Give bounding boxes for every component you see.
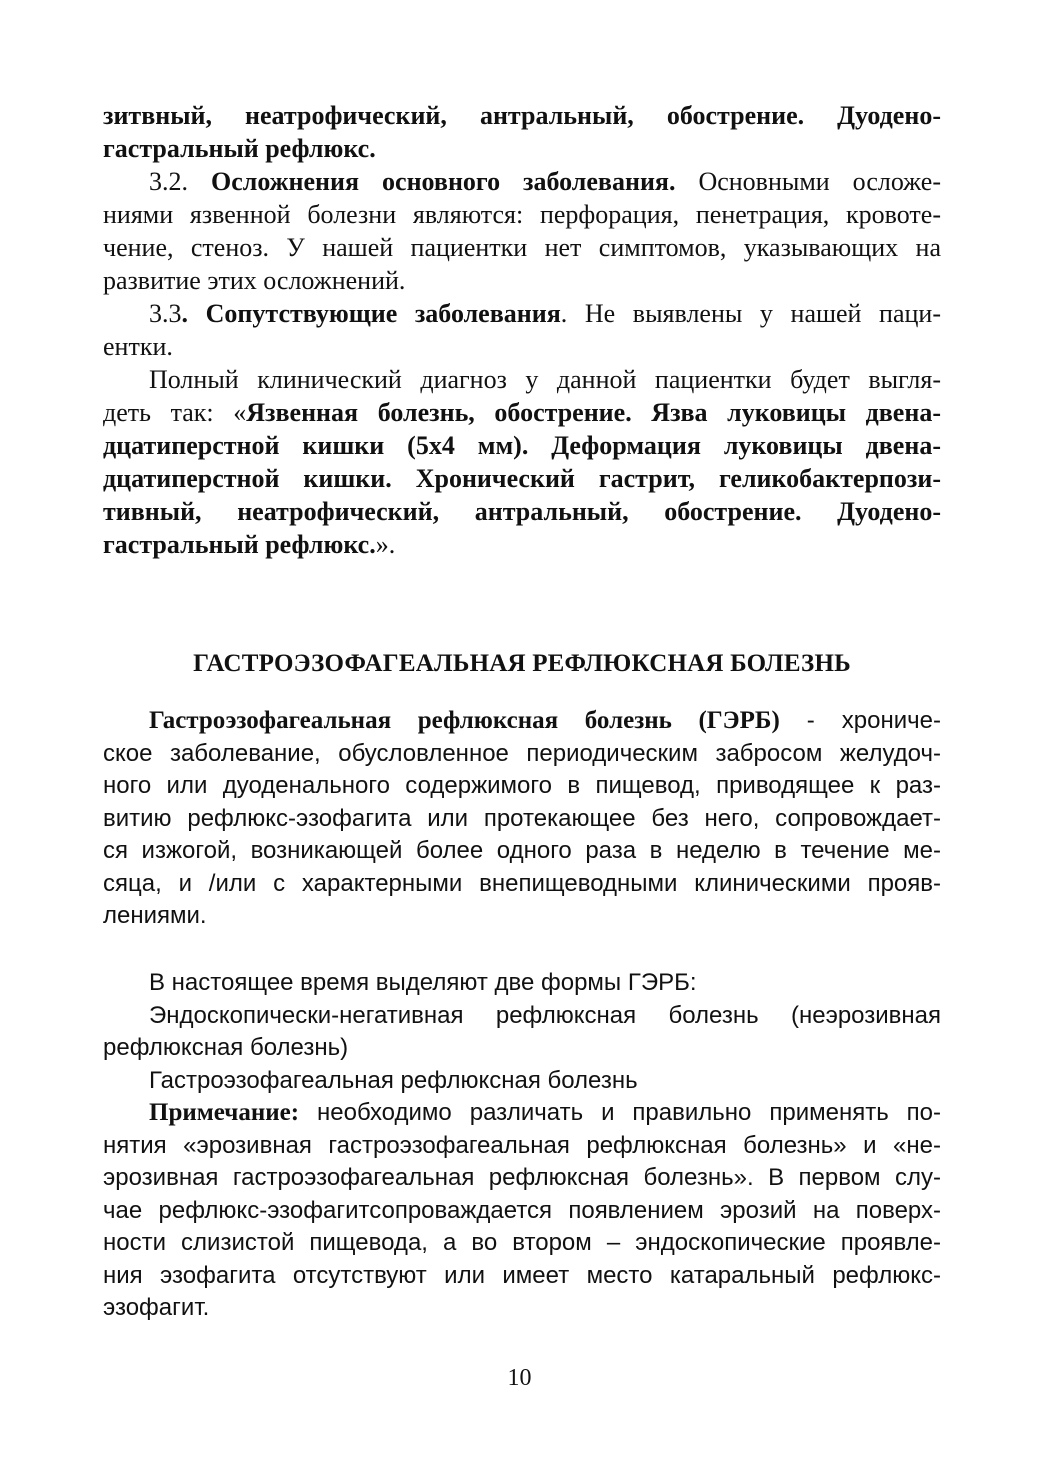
- text-line: витию рефлюкс-эзофагита или протекающее без него, сопровождает-: [103, 804, 941, 832]
- text-line: ния эзофагита отсутствуют или имеет место катаральный рефлюкс-: [103, 1261, 941, 1289]
- text-line: чение, стеноз. У нашей пациентки нет симптомов, указывающих на: [103, 233, 941, 262]
- text-line: эрозивная гастроэзофагеальная рефлюксная болезнь». В первом слу-: [103, 1164, 941, 1191]
- full-diagnosis: [103, 363, 941, 561]
- text-line: эзофагит.: [103, 1294, 210, 1321]
- text-line: рефлюксная болезнь): [103, 1034, 349, 1061]
- section-title: . Сопутствующие заболевания: [181, 299, 561, 328]
- text-fragment: необходимо различать и правильно применять по-: [299, 1099, 941, 1126]
- text-line: [103, 396, 941, 429]
- text-line: ентки.: [103, 332, 173, 361]
- text-line: ся изжогой, возникающей более одного раза в неделю в течение ме-: [103, 837, 941, 864]
- text-line: зитвный, неатрофический, антральный, обострение. Дуодено-: [103, 101, 941, 130]
- gerd-forms: [103, 967, 941, 1325]
- text-line: ниями язвенной болезни являются: перфорация, пенетрация, кровоте-: [103, 200, 941, 229]
- text-line: [103, 1097, 941, 1130]
- text-line: Эндоскопически-негативная рефлюксная болезнь (неэрозивная: [149, 1001, 941, 1029]
- text-line: ское заболевание, обусловленное периодическим забросом желудоч-: [103, 739, 941, 767]
- note-label: Примечание:: [149, 1099, 300, 1126]
- text-line: дцатиперстной кишки. Хронический гастрит, геликобактерпози-: [103, 464, 941, 493]
- text-fragment: гастральный рефлюкс.: [103, 530, 376, 559]
- text-line: [103, 165, 941, 198]
- section-number: 3.2.: [149, 167, 211, 196]
- text-line: В настоящее время выделяют две формы ГЭРБ:: [149, 969, 697, 996]
- text-fragment: . Не выявлены у нашей паци-: [560, 299, 941, 328]
- text-line: [103, 705, 941, 738]
- text-fragment: ».: [375, 530, 396, 559]
- gerd-definition: [103, 705, 941, 933]
- section-heading: ГАСТРОЭЗОФАГЕАЛЬНАЯ РЕФЛЮКСНАЯ БОЛЕЗНЬ: [193, 650, 851, 677]
- text-line: нятия «эрозивная гастроэзофагеальная рефлюксная болезнь» и «не-: [103, 1131, 941, 1159]
- text-line: Гастроэзофагеальная рефлюксная болезнь: [149, 1066, 638, 1094]
- text-fragment: Основными осложе-: [675, 167, 942, 196]
- text-line: ного или дуоденального содержимого в пищевод, приводящее к раз-: [103, 772, 941, 799]
- text-line: сяца, и /или с характерными внепищеводными клиническими прояв-: [103, 869, 941, 897]
- text-line: [103, 528, 941, 561]
- text-line: чае рефлюкс-эзофагитсопроваждается появлением эрозий на поверх-: [103, 1196, 941, 1224]
- text-line: тивный, неатрофический, антральный, обострение. Дуодено-: [103, 497, 941, 526]
- text-line: дцатиперстной кишки (5х4 мм). Деформация луковицы двена-: [103, 431, 941, 460]
- document-page: [103, 99, 942, 1321]
- text-line: развитие этих осложнений.: [103, 266, 406, 295]
- page-number: 10: [507, 1365, 532, 1391]
- text-line: Полный клинический диагноз у данной пациентки будет выгля-: [149, 365, 941, 394]
- text-fragment: - хрониче-: [779, 707, 942, 734]
- section-3-3: [103, 297, 941, 363]
- diagnosis-continuation: [103, 99, 941, 165]
- section-title: Осложнения основного заболевания.: [210, 167, 676, 196]
- text-line: [103, 297, 941, 330]
- text-line: ности слизистой пищевода, а во втором – эндоскопические проявле-: [103, 1229, 941, 1256]
- term: Гастроэзофагеальная рефлюксная болезнь (ГЭРБ): [149, 707, 780, 734]
- text-fragment: Язвенная болезнь, обострение. Язва луковицы двена-: [246, 398, 941, 427]
- note: [103, 1097, 941, 1325]
- text-line: лениями.: [103, 902, 207, 929]
- text-fragment: деть так: «: [103, 398, 247, 427]
- text-line: гастральный рефлюкс.: [103, 134, 376, 163]
- section-number: 3.3: [149, 299, 182, 328]
- section-3-2: [103, 165, 941, 297]
